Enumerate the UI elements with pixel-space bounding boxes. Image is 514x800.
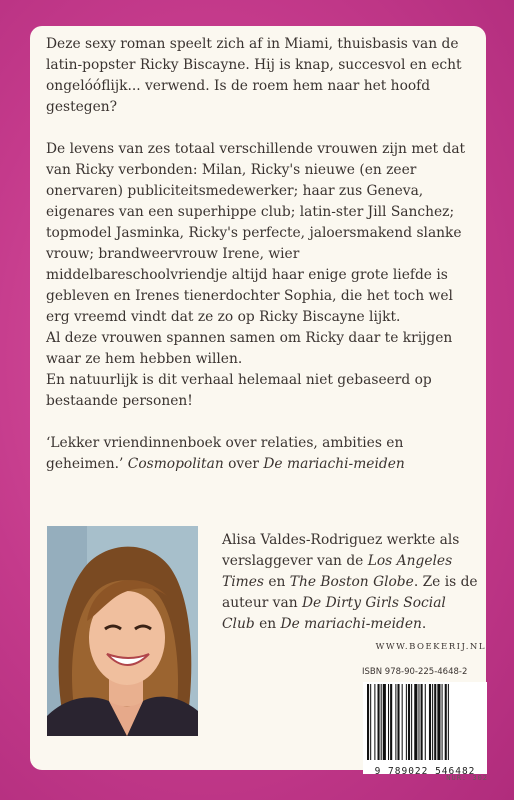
barcode	[363, 682, 487, 777]
blurb	[46, 34, 476, 475]
bio-text-3: . Ze is de auteur van	[222, 574, 478, 611]
author-bio	[222, 530, 482, 635]
bio-text-1: Alisa Valdes-Rodriguez werkte als verslaggever van de	[222, 532, 460, 569]
text-panel	[30, 26, 488, 782]
bio-publication-1: Los Angeles Times	[222, 553, 453, 590]
bio-text-2: en	[263, 574, 290, 590]
quote-text: ‘Lekker vriendinnenboek over relaties, ambities en geheimen.’	[46, 435, 404, 472]
quote-over: over	[228, 456, 259, 472]
review-quote	[46, 433, 476, 475]
blurb-paragraph-2: De levens van zes totaal verschillende vrouwen zijn met dat van Ricky verbonden: Milan, Ricky's nieuwe (en zeer onervaren) publiciteitsmedewerker; haar zus Geneva, eigenares van een superhippe club; latin-ster Jill Sanchez; topmodel Jasminka, Ricky's perfecte, jaloersmakend slanke vrouw; brandweervrouw Irene, wier middelbareschoolvriendje altijd haar enige grote liefde is gebleven en Irenes tienerdochter Sophia, die het toch wel erg vreemd vindt dat ze zo op Ricky Biscayne lijkt.	[46, 141, 466, 325]
quote-source: Cosmopolitan	[127, 456, 224, 472]
author-photo	[47, 526, 198, 736]
author-bio-text	[222, 530, 482, 635]
bio-publication-2: The Boston Globe	[289, 574, 414, 590]
bio-text-5: .	[421, 616, 427, 632]
bio-book-2: De mariachi-meiden	[280, 616, 422, 632]
blurb-paragraph-1: Deze sexy roman speelt zich af in Miami, thuisbasis van de latin-popster Ricky Biscayne. Hij is knap, succesvol en echt ongelóóflijk... verwend. Is de roem hem naar het hoofd gestegen?	[46, 36, 462, 115]
barcode-digits: 9 789022 546482	[374, 766, 476, 777]
publisher-url: WWW.BOEKERIJ.NL	[375, 642, 486, 652]
bio-text-4: en	[254, 616, 281, 632]
quote-book-title: De mariachi-meiden	[263, 456, 405, 472]
isbn: ISBN 978-90-225-4648-2	[362, 667, 468, 677]
nur-code: NUR: 302	[446, 774, 488, 782]
blurb-paragraph-4: En natuurlijk is dit verhaal helemaal niet gebaseerd op bestaande personen!	[46, 372, 432, 409]
barcode-bars	[363, 682, 487, 762]
bio-book-1: De Dirty Girls Social Club	[222, 595, 446, 632]
blurb-paragraph-3: Al deze vrouwen spannen samen om Ricky daar te krijgen waar ze hem hebben willen.	[46, 330, 453, 367]
